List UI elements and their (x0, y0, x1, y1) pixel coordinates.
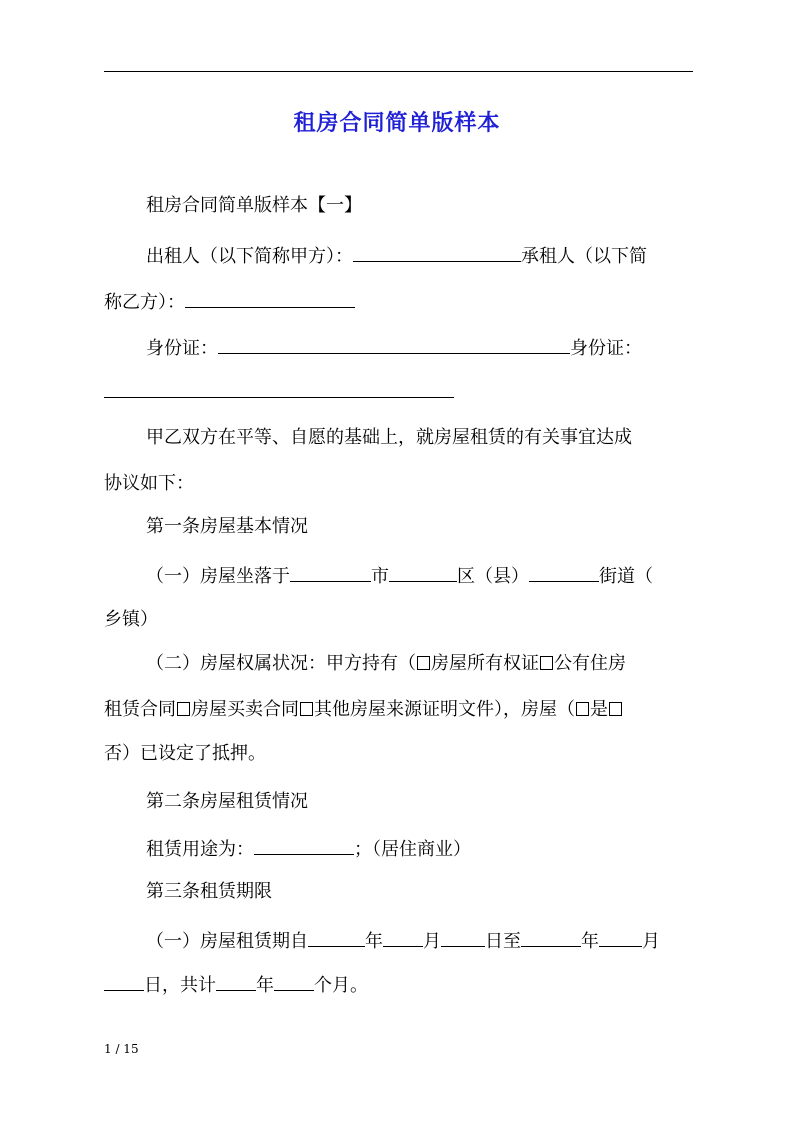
a1-item2-line1 (104, 651, 736, 677)
opt-other-docs: 其他房屋来源证明文件），房屋（ (314, 699, 575, 720)
opt-ownership-cert: 房屋所有权证 (431, 653, 539, 674)
city-blank[interactable] (290, 561, 371, 582)
opt-public-housing: 公有住房 (554, 653, 626, 674)
checkbox-sale-contract[interactable] (177, 702, 190, 716)
document-title: 租房合同简单版样本 (293, 111, 501, 136)
street-blank[interactable] (529, 561, 599, 582)
use-label: 租赁用途为： (146, 839, 254, 860)
start-year-blank[interactable] (308, 926, 365, 947)
lessor-blank[interactable] (353, 241, 521, 262)
checkbox-other-docs[interactable] (300, 702, 313, 716)
lessee-blank[interactable] (185, 287, 355, 308)
lessee-line (104, 287, 694, 316)
section-heading: 租房合同简单版样本【一】 (146, 195, 362, 216)
year-label-3: 年 (256, 975, 274, 996)
use-blank[interactable] (254, 834, 354, 855)
opt-sale-contract: 房屋买卖合同 (191, 699, 299, 720)
day-total-label: 日，共计 (144, 975, 216, 996)
district-blank[interactable] (389, 561, 457, 582)
intro-line-2: 协议如下： (104, 473, 194, 494)
end-day-blank[interactable] (104, 970, 144, 991)
lessee-label-part2: 称乙方）： (104, 292, 185, 313)
a3-prefix: （一）房屋租赁期自 (146, 931, 308, 952)
checkbox-ownership-cert[interactable] (417, 656, 430, 670)
article3-title: 第三条租赁期限 (146, 881, 272, 902)
a1-item2-prefix: （二）房屋权属状况：甲方持有（ (146, 653, 416, 674)
article2-title: 第二条房屋租赁情况 (146, 791, 308, 812)
opt-lease-contract: 租赁合同 (104, 699, 176, 720)
article1-title: 第一条房屋基本情况 (146, 516, 308, 537)
lessor-line (104, 241, 736, 270)
a2-use-line (104, 834, 736, 863)
day-to-label: 日至 (485, 931, 521, 952)
use-suffix: ；（居住商业） (354, 839, 471, 860)
id-blank-lessee[interactable] (104, 397, 454, 398)
intro-line-1: 甲乙双方在平等、自愿的基础上，就房屋租赁的有关事宜达成 (146, 427, 632, 448)
lessee-label-part1: 承租人（以下简 (521, 246, 647, 267)
checkbox-mortgage-yes[interactable] (576, 702, 589, 716)
id-label-lessor: 身份证： (146, 338, 218, 359)
a1-item1-line2: 乡镇） (104, 609, 158, 630)
end-year-blank[interactable] (521, 926, 581, 947)
year-label: 年 (365, 931, 383, 952)
end-month-blank[interactable] (599, 926, 642, 947)
checkbox-public-housing[interactable] (540, 656, 553, 670)
a3-term-line2 (104, 970, 694, 999)
district-label: 区（县） (457, 566, 529, 587)
id-line (104, 333, 736, 362)
total-year-blank[interactable] (216, 970, 256, 991)
year-label-2: 年 (581, 931, 599, 952)
a1-item2-line2 (104, 697, 694, 723)
header-rule (104, 71, 693, 72)
months-label: 个月。 (314, 975, 368, 996)
page-number: 1 / 15 (104, 1042, 139, 1056)
a1-item1-prefix: （一）房屋坐落于 (146, 566, 290, 587)
opt-yes: 是 (590, 699, 608, 720)
city-label: 市 (371, 566, 389, 587)
id-label-lessee: 身份证： (570, 338, 642, 359)
id-blank-lessor[interactable] (218, 333, 570, 354)
total-month-blank[interactable] (274, 970, 314, 991)
checkbox-mortgage-no[interactable] (609, 702, 622, 716)
month-label-2: 月 (642, 931, 660, 952)
start-month-blank[interactable] (383, 926, 423, 947)
month-label: 月 (423, 931, 441, 952)
street-label: 街道（ (599, 566, 653, 587)
lessor-label: 出租人（以下简称甲方）： (146, 246, 353, 267)
start-day-blank[interactable] (441, 926, 485, 947)
a3-term-line (104, 926, 736, 955)
a1-item2-line3: 否）已设定了抵押。 (104, 743, 266, 764)
a1-item1-line (104, 561, 736, 590)
